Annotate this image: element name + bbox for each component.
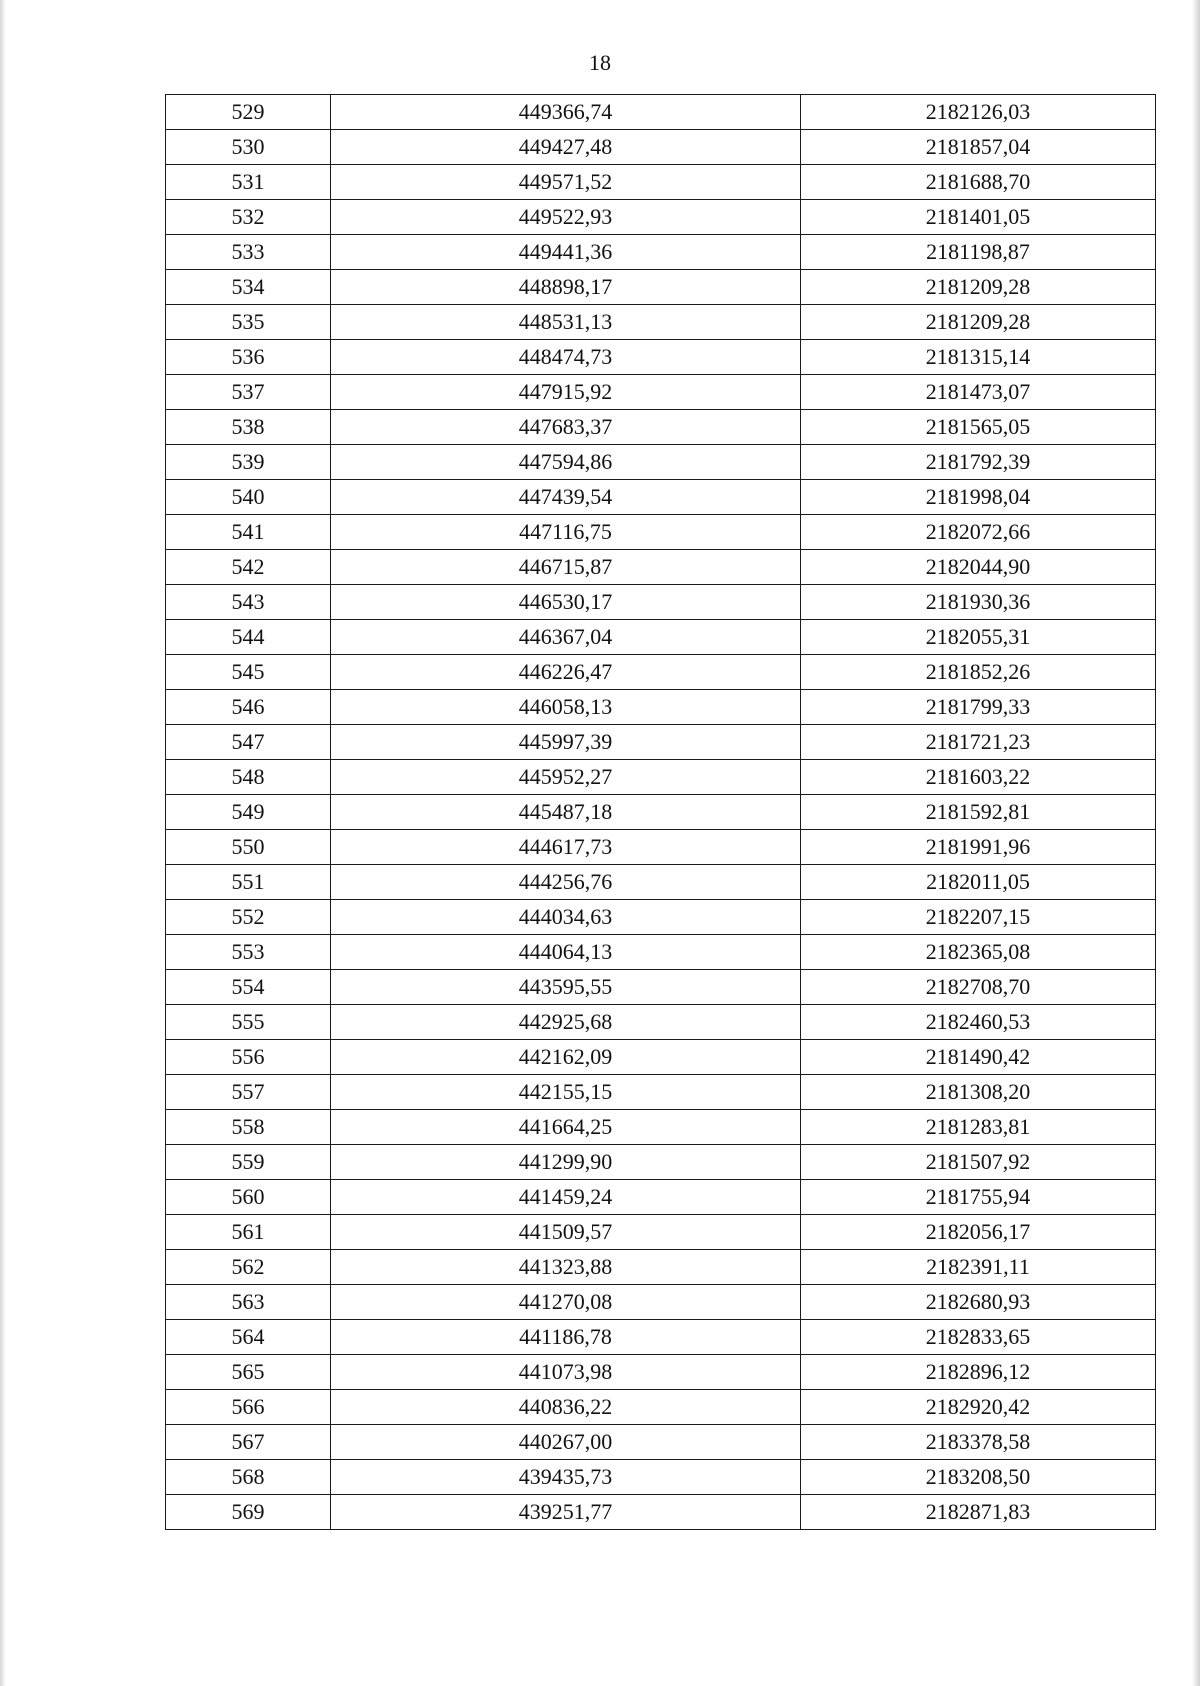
- y-coordinate-cell: 2182126,03: [801, 95, 1156, 130]
- x-coordinate-cell: 447915,92: [331, 375, 801, 410]
- point-number-cell: 555: [166, 1005, 331, 1040]
- point-number-cell: 537: [166, 375, 331, 410]
- coordinates-table-body: [166, 95, 1156, 1530]
- y-coordinate-cell: 2181592,81: [801, 795, 1156, 830]
- table-row: [166, 200, 1156, 235]
- point-number-cell: 564: [166, 1320, 331, 1355]
- y-coordinate-cell: 2182460,53: [801, 1005, 1156, 1040]
- point-number-cell: 544: [166, 620, 331, 655]
- x-coordinate-cell: 446367,04: [331, 620, 801, 655]
- point-number-cell: 562: [166, 1250, 331, 1285]
- table-row: [166, 480, 1156, 515]
- table-row: [166, 410, 1156, 445]
- x-coordinate-cell: 441323,88: [331, 1250, 801, 1285]
- x-coordinate-cell: 447683,37: [331, 410, 801, 445]
- y-coordinate-cell: 2181998,04: [801, 480, 1156, 515]
- y-coordinate-cell: 2181209,28: [801, 305, 1156, 340]
- y-coordinate-cell: 2182055,31: [801, 620, 1156, 655]
- point-number-cell: 546: [166, 690, 331, 725]
- table-row: [166, 1285, 1156, 1320]
- table-row: [166, 550, 1156, 585]
- x-coordinate-cell: 442162,09: [331, 1040, 801, 1075]
- y-coordinate-cell: 2181308,20: [801, 1075, 1156, 1110]
- table-row: [166, 795, 1156, 830]
- x-coordinate-cell: 444064,13: [331, 935, 801, 970]
- table-row: [166, 1075, 1156, 1110]
- point-number-cell: 540: [166, 480, 331, 515]
- point-number-cell: 541: [166, 515, 331, 550]
- point-number-cell: 536: [166, 340, 331, 375]
- y-coordinate-cell: 2181688,70: [801, 165, 1156, 200]
- y-coordinate-cell: 2182365,08: [801, 935, 1156, 970]
- table-row: [166, 165, 1156, 200]
- point-number-cell: 559: [166, 1145, 331, 1180]
- table-row: [166, 515, 1156, 550]
- y-coordinate-cell: 2181283,81: [801, 1110, 1156, 1145]
- table-row: [166, 445, 1156, 480]
- point-number-cell: 557: [166, 1075, 331, 1110]
- point-number-cell: 569: [166, 1495, 331, 1530]
- y-coordinate-cell: 2181755,94: [801, 1180, 1156, 1215]
- x-coordinate-cell: 441509,57: [331, 1215, 801, 1250]
- y-coordinate-cell: 2181473,07: [801, 375, 1156, 410]
- table-row: [166, 655, 1156, 690]
- y-coordinate-cell: 2181315,14: [801, 340, 1156, 375]
- x-coordinate-cell: 440267,00: [331, 1425, 801, 1460]
- y-coordinate-cell: 2181792,39: [801, 445, 1156, 480]
- x-coordinate-cell: 447116,75: [331, 515, 801, 550]
- table-row: [166, 1180, 1156, 1215]
- point-number-cell: 566: [166, 1390, 331, 1425]
- table-row: [166, 1390, 1156, 1425]
- point-number-cell: 565: [166, 1355, 331, 1390]
- table-row: [166, 1460, 1156, 1495]
- x-coordinate-cell: 444256,76: [331, 865, 801, 900]
- x-coordinate-cell: 441073,98: [331, 1355, 801, 1390]
- point-number-cell: 530: [166, 130, 331, 165]
- table-row: [166, 1110, 1156, 1145]
- x-coordinate-cell: 442155,15: [331, 1075, 801, 1110]
- x-coordinate-cell: 449522,93: [331, 200, 801, 235]
- y-coordinate-cell: 2182011,05: [801, 865, 1156, 900]
- table-row: [166, 1355, 1156, 1390]
- table-row: [166, 690, 1156, 725]
- point-number-cell: 539: [166, 445, 331, 480]
- x-coordinate-cell: 443595,55: [331, 970, 801, 1005]
- point-number-cell: 554: [166, 970, 331, 1005]
- x-coordinate-cell: 447439,54: [331, 480, 801, 515]
- table-row: [166, 305, 1156, 340]
- y-coordinate-cell: 2182680,93: [801, 1285, 1156, 1320]
- y-coordinate-cell: 2181799,33: [801, 690, 1156, 725]
- point-number-cell: 558: [166, 1110, 331, 1145]
- point-number-cell: 533: [166, 235, 331, 270]
- y-coordinate-cell: 2182708,70: [801, 970, 1156, 1005]
- x-coordinate-cell: 446058,13: [331, 690, 801, 725]
- x-coordinate-cell: 446226,47: [331, 655, 801, 690]
- y-coordinate-cell: 2181198,87: [801, 235, 1156, 270]
- point-number-cell: 548: [166, 760, 331, 795]
- table-row: [166, 865, 1156, 900]
- table-row: [166, 235, 1156, 270]
- y-coordinate-cell: 2181209,28: [801, 270, 1156, 305]
- table-row: [166, 1250, 1156, 1285]
- table-row: [166, 725, 1156, 760]
- y-coordinate-cell: 2181490,42: [801, 1040, 1156, 1075]
- table-row: [166, 760, 1156, 795]
- y-coordinate-cell: 2182072,66: [801, 515, 1156, 550]
- page-edge-right: [1192, 0, 1200, 1686]
- x-coordinate-cell: 449366,74: [331, 95, 801, 130]
- table-row: [166, 935, 1156, 970]
- y-coordinate-cell: 2182044,90: [801, 550, 1156, 585]
- y-coordinate-cell: 2182920,42: [801, 1390, 1156, 1425]
- y-coordinate-cell: 2182391,11: [801, 1250, 1156, 1285]
- x-coordinate-cell: 445997,39: [331, 725, 801, 760]
- y-coordinate-cell: 2182207,15: [801, 900, 1156, 935]
- coordinates-table: [165, 94, 1156, 1530]
- x-coordinate-cell: 448474,73: [331, 340, 801, 375]
- y-coordinate-cell: 2181401,05: [801, 200, 1156, 235]
- table-row: [166, 970, 1156, 1005]
- table-row: [166, 1425, 1156, 1460]
- table-row: [166, 1040, 1156, 1075]
- x-coordinate-cell: 441270,08: [331, 1285, 801, 1320]
- point-number-cell: 553: [166, 935, 331, 970]
- y-coordinate-cell: 2182896,12: [801, 1355, 1156, 1390]
- point-number-cell: 549: [166, 795, 331, 830]
- x-coordinate-cell: 439251,77: [331, 1495, 801, 1530]
- x-coordinate-cell: 441664,25: [331, 1110, 801, 1145]
- x-coordinate-cell: 440836,22: [331, 1390, 801, 1425]
- x-coordinate-cell: 445487,18: [331, 795, 801, 830]
- table-row: [166, 585, 1156, 620]
- point-number-cell: 551: [166, 865, 331, 900]
- table-row: [166, 1495, 1156, 1530]
- y-coordinate-cell: 2182056,17: [801, 1215, 1156, 1250]
- x-coordinate-cell: 449571,52: [331, 165, 801, 200]
- table-row: [166, 270, 1156, 305]
- point-number-cell: 560: [166, 1180, 331, 1215]
- x-coordinate-cell: 441186,78: [331, 1320, 801, 1355]
- x-coordinate-cell: 446715,87: [331, 550, 801, 585]
- point-number-cell: 567: [166, 1425, 331, 1460]
- table-row: [166, 900, 1156, 935]
- point-number-cell: 535: [166, 305, 331, 340]
- point-number-cell: 561: [166, 1215, 331, 1250]
- x-coordinate-cell: 444617,73: [331, 830, 801, 865]
- y-coordinate-cell: 2181857,04: [801, 130, 1156, 165]
- x-coordinate-cell: 448531,13: [331, 305, 801, 340]
- x-coordinate-cell: 447594,86: [331, 445, 801, 480]
- point-number-cell: 552: [166, 900, 331, 935]
- x-coordinate-cell: 449441,36: [331, 235, 801, 270]
- x-coordinate-cell: 441299,90: [331, 1145, 801, 1180]
- x-coordinate-cell: 446530,17: [331, 585, 801, 620]
- point-number-cell: 531: [166, 165, 331, 200]
- table-row: [166, 1320, 1156, 1355]
- point-number-cell: 547: [166, 725, 331, 760]
- point-number-cell: 550: [166, 830, 331, 865]
- point-number-cell: 545: [166, 655, 331, 690]
- point-number-cell: 568: [166, 1460, 331, 1495]
- point-number-cell: 529: [166, 95, 331, 130]
- point-number-cell: 534: [166, 270, 331, 305]
- point-number-cell: 532: [166, 200, 331, 235]
- table-row: [166, 620, 1156, 655]
- page-edge-left: [0, 0, 6, 1686]
- y-coordinate-cell: 2181991,96: [801, 830, 1156, 865]
- table-row: [166, 1005, 1156, 1040]
- table-row: [166, 1145, 1156, 1180]
- x-coordinate-cell: 444034,63: [331, 900, 801, 935]
- y-coordinate-cell: 2181565,05: [801, 410, 1156, 445]
- point-number-cell: 543: [166, 585, 331, 620]
- x-coordinate-cell: 442925,68: [331, 1005, 801, 1040]
- table-row: [166, 375, 1156, 410]
- point-number-cell: 538: [166, 410, 331, 445]
- point-number-cell: 542: [166, 550, 331, 585]
- y-coordinate-cell: 2181507,92: [801, 1145, 1156, 1180]
- x-coordinate-cell: 445952,27: [331, 760, 801, 795]
- y-coordinate-cell: 2181603,22: [801, 760, 1156, 795]
- y-coordinate-cell: 2181852,26: [801, 655, 1156, 690]
- table-row: [166, 1215, 1156, 1250]
- x-coordinate-cell: 439435,73: [331, 1460, 801, 1495]
- y-coordinate-cell: 2182871,83: [801, 1495, 1156, 1530]
- y-coordinate-cell: 2183208,50: [801, 1460, 1156, 1495]
- page-number: 18: [589, 50, 611, 75]
- y-coordinate-cell: 2182833,65: [801, 1320, 1156, 1355]
- table-row: [166, 95, 1156, 130]
- x-coordinate-cell: 449427,48: [331, 130, 801, 165]
- y-coordinate-cell: 2181721,23: [801, 725, 1156, 760]
- table-row: [166, 130, 1156, 165]
- point-number-cell: 563: [166, 1285, 331, 1320]
- x-coordinate-cell: 448898,17: [331, 270, 801, 305]
- table-row: [166, 830, 1156, 865]
- x-coordinate-cell: 441459,24: [331, 1180, 801, 1215]
- point-number-cell: 556: [166, 1040, 331, 1075]
- y-coordinate-cell: 2183378,58: [801, 1425, 1156, 1460]
- y-coordinate-cell: 2181930,36: [801, 585, 1156, 620]
- table-row: [166, 340, 1156, 375]
